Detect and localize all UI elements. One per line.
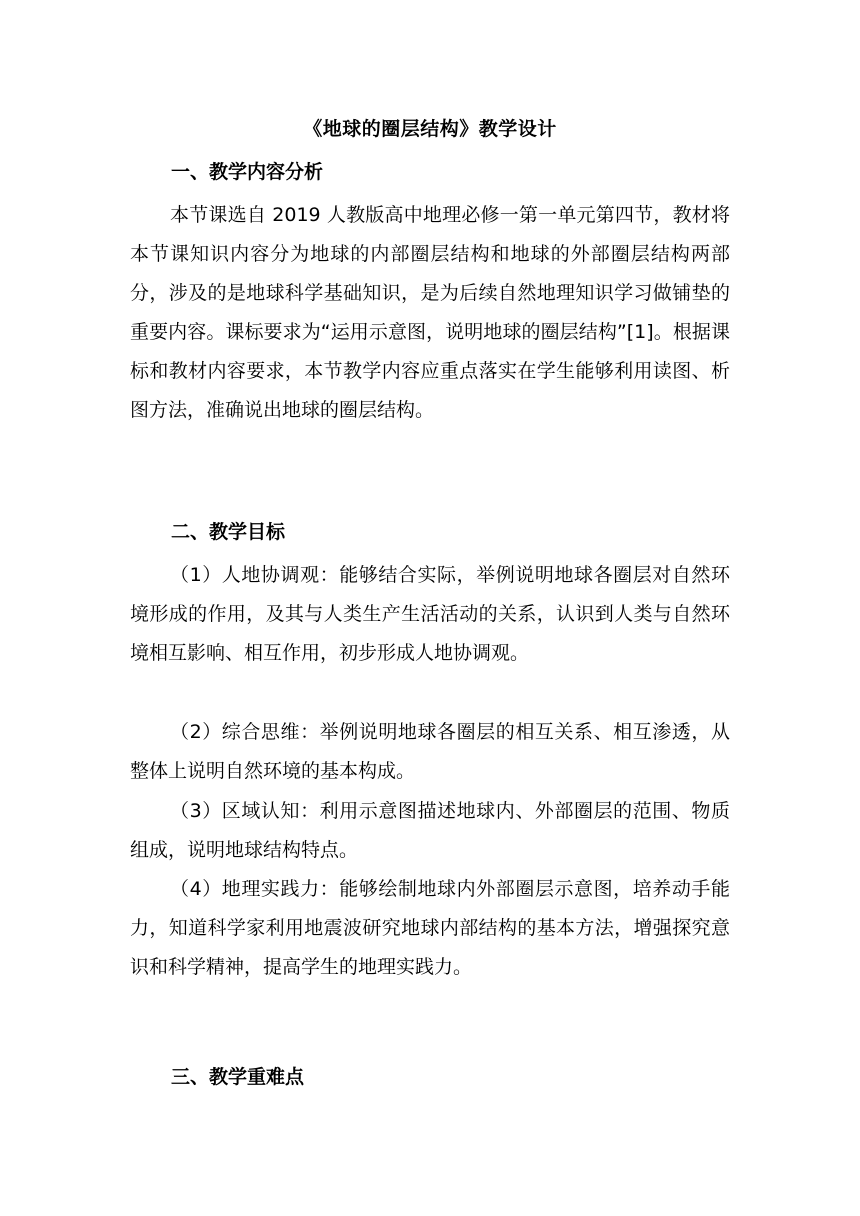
section-heading-content-analysis: 一、教学内容分析 [171, 161, 324, 183]
paragraph-goal-3: （3）区域认知：利用示意图描述地球内、外部圈层的范围、物质组成，说明地球结构特点。 [130, 800, 730, 861]
section-heading-teaching-goals: 二、教学目标 [171, 521, 286, 543]
document-title: 《地球的圈层结构》教学设计 [303, 118, 557, 140]
paragraph-content-analysis: 本节课选自 2019 人教版高中地理必修一第一单元第四节，教材将本节课知识内容分为地球的内部圈层结构和地球的外部圈层结构两部分，涉及的是地球科学基础知识，是为后续自然地理知识学习做铺垫的重要内容。课标要求为“运用示意图，说明地球的圈层结构”[1]。根据课标和教材内容要求，本节教学内容应重点落实在学生能够利用读图、析图方法，准确说出地球的圈层结构。 [130, 204, 730, 421]
paragraph-goal-2: （2）综合思维：举例说明地球各圈层的相互关系、相互渗透，从整体上说明自然环境的基本构成。 [130, 721, 730, 782]
paragraph-goal-1: （1）人地协调观：能够结合实际，举例说明地球各圈层对自然环境形成的作用，及其与人类生产生活活动的关系，认识到人类与自然环境相互影响、相互作用，初步形成人地协调观。 [130, 564, 730, 664]
section-heading-key-points: 三、教学重难点 [171, 1066, 305, 1088]
paragraph-goal-4: （4）地理实践力：能够绘制地球内外部圈层示意图，培养动手能力，知道科学家利用地震波研究地球内部结构的基本方法，增强探究意识和科学精神，提高学生的地理实践力。 [130, 878, 730, 978]
